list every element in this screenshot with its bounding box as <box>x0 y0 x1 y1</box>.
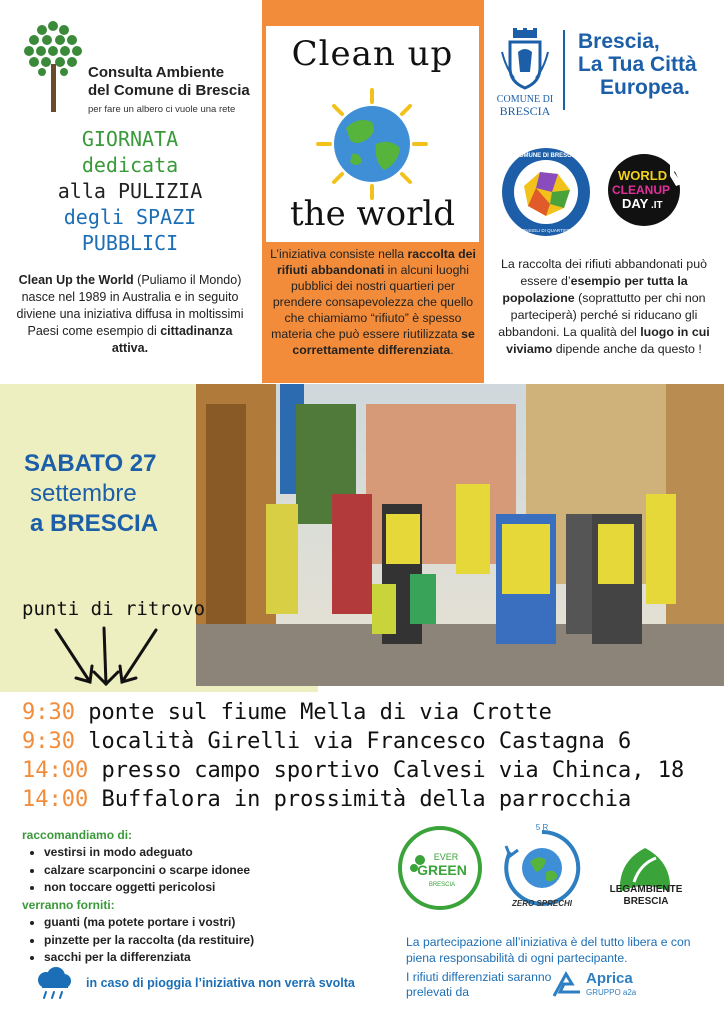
schedule-time: 14:00 <box>22 787 89 812</box>
giornata-line4: degli SPAZI <box>63 205 197 229</box>
comune-label-line1: COMUNE DI <box>496 94 554 105</box>
right-text-3: dipende anche da questo ! <box>552 342 702 356</box>
list-item: • sacchi per la differenziata <box>44 949 254 967</box>
schedule-item <box>22 787 631 812</box>
event-month: settembre <box>30 480 137 507</box>
schedule-place: presso campo sportivo Calvesi via Chinca, 18 <box>101 758 685 783</box>
schedule-place: Buffalora in prossimità della parrocchia <box>101 787 632 812</box>
wcd-line2: CLEANUP <box>612 183 671 197</box>
collection-note: I rifiuti differenziati saranno prelevati da <box>406 970 552 999</box>
zero-top: 5 R <box>535 823 549 832</box>
intro-text-1: (Puliamo il Mondo) nasce nel 1989 in Australia e in seguito diviene una iniziativa diffusa in moltissimi Paesi come esempio di <box>16 273 244 338</box>
org-name-line2: del Comune di Brescia <box>88 82 250 99</box>
orange-text-3: . <box>450 343 454 357</box>
evergreen-main: GREEN <box>417 862 467 878</box>
coat-of-arms-icon <box>496 28 554 90</box>
intro-bold-2: cittadinanza attiva. <box>111 324 233 355</box>
lega-line2: BRESCIA <box>623 896 669 907</box>
aprica-sub: GRUPPO a2a <box>586 988 637 997</box>
schedule-time: 9:30 <box>22 700 75 725</box>
circle-logo-subtext: CONSIGLI DI QUARTIERE <box>518 228 574 233</box>
evergreen-logo <box>398 826 482 910</box>
wcd-line1: WORLD <box>618 168 668 183</box>
brescia-slogan <box>578 30 697 99</box>
provided-heading: verranno forniti: <box>22 898 115 912</box>
rain-cloud-icon <box>34 966 74 1000</box>
schedule-place: località Girelli via Francesco Castagna 6 <box>88 729 632 754</box>
orange-text-1: L’iniziativa consiste nella <box>270 247 408 261</box>
aprica-name: Aprica <box>586 970 633 987</box>
header-divider <box>563 30 565 110</box>
schedule-item <box>22 758 684 783</box>
wcd-suffix: .IT <box>651 200 663 211</box>
circle-logo-text: COMUNE DI BRESCIA <box>514 153 578 159</box>
slogan-line3: Europea. <box>600 76 690 99</box>
giornata-line1: GIORNATA <box>81 127 179 151</box>
schedule-time: 9:30 <box>22 729 75 754</box>
list-item: • pinzette per la raccolta (da restituire) <box>44 932 254 950</box>
wcd-line3: DAY <box>622 196 649 211</box>
org-name <box>88 64 250 100</box>
comune-label-line2: BRESCIA <box>499 104 551 118</box>
org-tagline: per fare un albero ci vuole una rete <box>88 104 236 115</box>
zero-sprechi-logo <box>496 822 588 914</box>
event-city: a BRESCIA <box>30 510 159 537</box>
evergreen-sub: BRESCIA <box>428 882 456 888</box>
evergreen-top: EVER <box>433 852 459 862</box>
meeting-points-label: punti di ritrovo <box>22 598 206 620</box>
slogan-line1: Brescia, <box>578 30 660 53</box>
giornata-line2: dedicata <box>81 153 179 177</box>
org-name-line1: Consulta Ambiente <box>88 64 225 81</box>
schedule-item <box>22 700 552 725</box>
world-cleanup-day-logo <box>604 150 690 230</box>
list-item: • vestirsi in modo adeguato <box>44 844 250 862</box>
initiative-description <box>268 246 478 358</box>
aprica-logo <box>552 970 662 1002</box>
legambiente-label <box>596 884 696 908</box>
cleanup-logo-bottom: the world <box>290 194 455 234</box>
right-bold-2: luogo in cui viviamo <box>506 325 710 356</box>
aprica-mark-icon <box>552 970 582 1000</box>
globe-icon <box>316 88 428 200</box>
giornata-line5: PUBBLICI <box>81 231 179 255</box>
zero-label: ZERO SPRECHI <box>511 899 573 908</box>
schedule-item <box>22 729 631 754</box>
slogan-line2: La Tua Città <box>578 53 697 76</box>
orange-bold-2: se correttamente differenziata <box>292 327 475 357</box>
list-item: • non toccare oggetti pericolosi <box>44 879 250 897</box>
provided-list <box>22 914 254 967</box>
lega-line1: LEGAMBIENTE <box>609 884 683 895</box>
recommend-heading: raccomandiamo di: <box>22 828 133 842</box>
participation-note: La partecipazione all’iniziativa è del tutto libera e con piena responsabilità di ogni partecipante. <box>406 935 691 965</box>
event-day: SABATO 27 <box>24 450 157 477</box>
down-arrows-icon <box>46 626 166 688</box>
schedule-time: 14:00 <box>22 758 89 783</box>
cleanup-logo-top: Clean up <box>291 34 454 74</box>
giornata-line3: alla PULIZIA <box>57 179 203 203</box>
orange-text-2: in alcuni luoghi pubblici dei nostri quartieri per prendere consapevolezza che quello che chiamiamo “rifiuto” è spesso materia che può essere riutilizzata <box>271 263 474 341</box>
list-item: • calzare scarponcini o scarpe idonee <box>44 862 250 880</box>
recommend-list <box>22 844 250 897</box>
right-description <box>498 256 710 358</box>
rain-note: in caso di pioggia l’iniziativa non verrà svolta <box>86 976 355 990</box>
right-bold-1: esempio per tutta la popolazione <box>502 274 688 305</box>
right-text-2: (soprattutto per chi non parteciperà) perché si riducano gli abbandoni. La qualità del <box>498 291 706 339</box>
intro-bold-1: Clean Up the World <box>18 273 134 287</box>
consigli-di-quartiere-logo <box>500 146 592 238</box>
giornata-title <box>30 126 230 256</box>
intro-text <box>10 272 250 357</box>
orange-bold-1: raccolta dei rifiuti abbandonati <box>276 247 476 277</box>
comune-di-brescia-logo <box>496 28 554 116</box>
clean-up-the-world-logo <box>266 26 479 242</box>
schedule-place: ponte sul fiume Mella di via Crotte <box>88 700 552 725</box>
right-text-1: La raccolta dei rifiuti abbandonati può essere d’ <box>501 257 707 288</box>
volunteers-photo <box>196 384 724 686</box>
list-item: • guanti (ma potete portare i vostri) <box>44 914 254 932</box>
tree-logo-icon <box>22 18 84 114</box>
